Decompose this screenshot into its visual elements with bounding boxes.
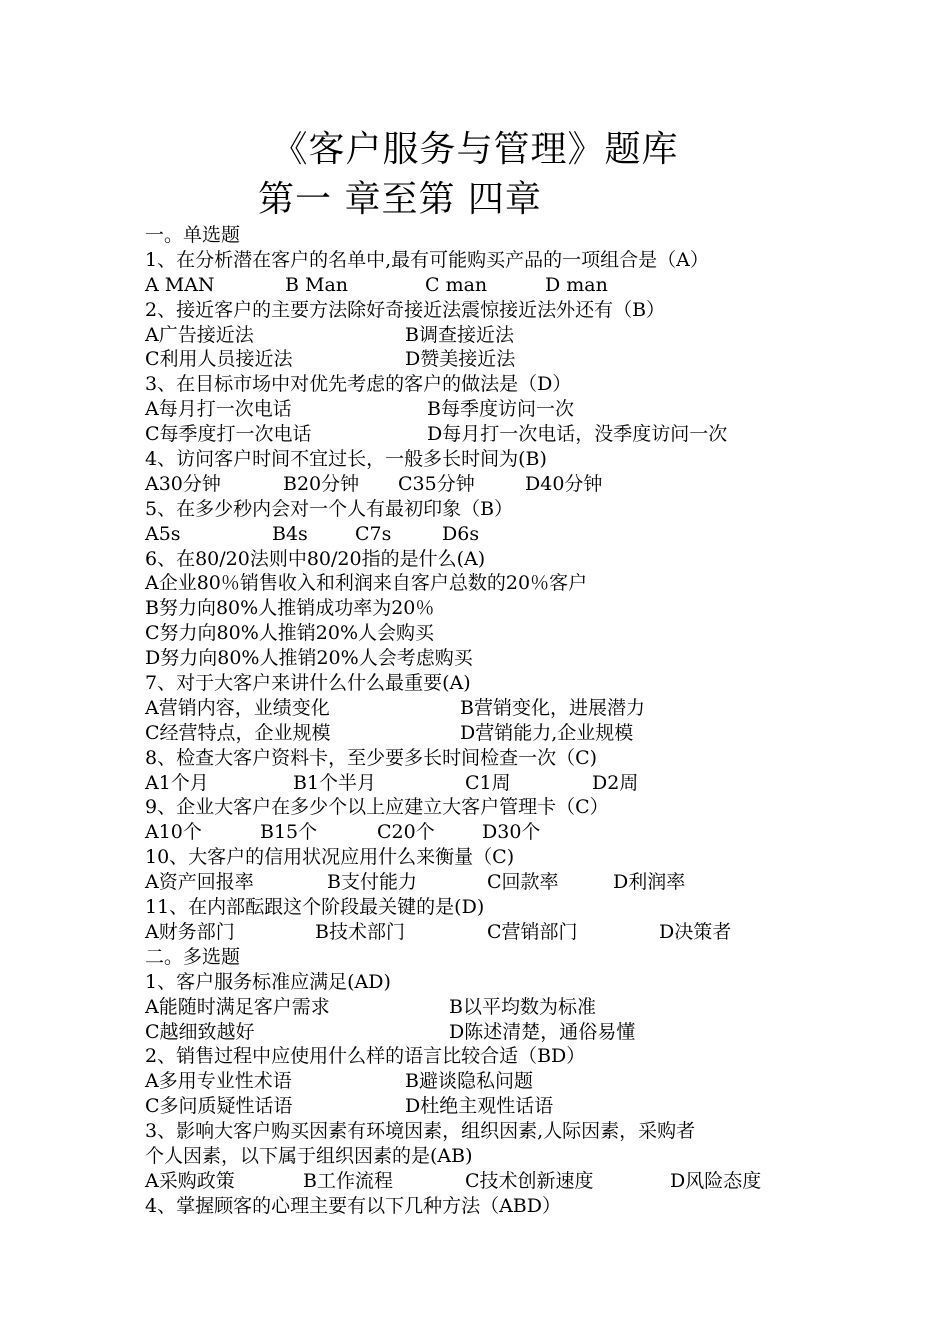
option-item: A30分钟 xyxy=(145,472,221,495)
options-line xyxy=(145,273,825,298)
option-item: C越细致越好 xyxy=(145,1020,255,1043)
option-item: C man xyxy=(425,273,488,296)
option-item: C经营特点，企业规模 xyxy=(145,721,331,744)
options-line xyxy=(145,820,825,845)
text-line: 个人因素，以下属于组织因素的是(AB) xyxy=(145,1144,473,1167)
option-item: B4s xyxy=(272,522,308,545)
option-item: A10个 xyxy=(145,821,202,844)
option-item: B支付能力 xyxy=(327,871,417,894)
option-item: C回款率 xyxy=(487,871,559,894)
option-item: D40分钟 xyxy=(525,472,603,495)
text-line: 9、企业大客户在多少个以上应建立大客户管理卡（C） xyxy=(145,796,609,819)
text-line: D努力向80%人推销20%人会考虑购买 xyxy=(145,647,473,670)
options-line xyxy=(145,422,825,447)
option-item: B营销变化，进展潜力 xyxy=(460,696,645,719)
text-line: 1、客户服务标准应满足(AD) xyxy=(145,970,391,993)
options-line xyxy=(145,1020,825,1045)
text-line: 8、检查大客户资料卡，至少要多长时间检查一次（C) xyxy=(145,746,598,769)
option-item: C7s xyxy=(355,522,392,545)
option-item: D每月打一次电话，没季度访问一次 xyxy=(427,423,728,446)
text-line: 1、在分析潜在客户的名单中,最有可能购买产品的一项组合是（A） xyxy=(145,248,709,271)
text-line: 2、销售过程中应使用什么样的语言比较合适（BD） xyxy=(145,1045,586,1068)
option-item: A MAN xyxy=(145,273,215,296)
option-item: C多问质疑性话语 xyxy=(145,1095,293,1118)
option-item: D风险态度 xyxy=(670,1169,762,1192)
text-line: 一。单选题 xyxy=(145,224,241,246)
option-item: D2周 xyxy=(592,771,639,794)
question-list xyxy=(145,223,825,1219)
option-item: B每季度访问一次 xyxy=(427,398,574,421)
text-line: A企业80％销售收入和利润来自客户总数的20％客户 xyxy=(145,572,588,595)
option-item: A广告接近法 xyxy=(145,323,254,346)
option-item: C1周 xyxy=(465,771,511,794)
text-line: 二。多选题 xyxy=(145,945,241,968)
options-line xyxy=(145,397,825,422)
option-item: D决策者 xyxy=(659,920,732,943)
text-line: C努力向80%人推销20%人会购买 xyxy=(145,622,434,645)
options-line xyxy=(145,696,825,721)
options-line xyxy=(145,472,825,497)
options-line xyxy=(145,347,825,372)
text-line: 10、大客户的信用状况应用什么来衡量（C) xyxy=(145,846,515,869)
option-item: A1个月 xyxy=(145,771,209,794)
option-item: A5s xyxy=(145,522,181,545)
option-item: B工作流程 xyxy=(303,1169,393,1192)
options-line xyxy=(145,323,825,348)
options-line xyxy=(145,1094,825,1119)
options-line xyxy=(145,522,825,547)
options-line xyxy=(145,1069,825,1094)
option-item: C20个 xyxy=(377,821,435,844)
option-item: D30个 xyxy=(482,821,541,844)
text-line: 4、掌握顾客的心理主要有以下几种方法（ABD） xyxy=(145,1194,562,1217)
option-item: B调查接近法 xyxy=(405,323,514,346)
option-item: D赞美接近法 xyxy=(405,348,516,371)
page-title: 《客户服务与管理》题库 xyxy=(271,129,679,170)
option-item: A能随时满足客户需求 xyxy=(145,995,330,1018)
option-item: D陈述清楚，通俗易懂 xyxy=(449,1020,636,1043)
option-item: D6s xyxy=(442,522,480,545)
options-line xyxy=(145,920,825,945)
option-item: C35分钟 xyxy=(398,472,475,495)
text-line: 3、在目标市场中对优先考虑的客户的做法是（D） xyxy=(145,373,572,396)
option-item: D营销能力,企业规模 xyxy=(460,721,634,744)
option-item: D利润率 xyxy=(613,871,686,894)
option-item: B以平均数为标准 xyxy=(449,995,596,1018)
text-line: 11、在内部酝跟这个阶段最关键的是(D) xyxy=(145,896,485,919)
option-item: A财务部门 xyxy=(145,920,235,943)
options-line xyxy=(145,870,825,895)
option-item: B1个半月 xyxy=(293,771,377,794)
option-item: C技术创新速度 xyxy=(465,1169,594,1192)
option-item: C营销部门 xyxy=(487,920,578,943)
option-item: D杜绝主观性话语 xyxy=(405,1095,554,1118)
option-item: A采购政策 xyxy=(145,1169,235,1192)
option-item: B Man xyxy=(285,273,349,296)
text-line: 7、对于大客户来讲什么什么最重要(A) xyxy=(145,672,471,695)
option-item: B20分钟 xyxy=(283,472,360,495)
text-line: 5、在多少秒内会对一个人有最初印象（B） xyxy=(145,497,514,520)
options-line xyxy=(145,771,825,796)
page-subtitle: 第一 章至第 四章 xyxy=(258,179,542,220)
text-line: 4、访问客户时间不宜过长，一般多长时间为(B) xyxy=(145,448,547,471)
option-item: D man xyxy=(545,273,608,296)
text-line: B努力向80%人推销成功率为20％ xyxy=(145,597,435,620)
text-line: 2、接近客户的主要方法除好奇接近法震惊接近法外还有（B） xyxy=(145,298,666,321)
text-line: 3、影响大客户购买因素有环境因素，组织因素,人际因素，采购者 xyxy=(145,1120,696,1143)
options-line xyxy=(145,995,825,1020)
option-item: B技术部门 xyxy=(315,920,405,943)
option-item: A多用专业性术语 xyxy=(145,1070,292,1093)
option-item: B避谈隐私问题 xyxy=(405,1070,533,1093)
text-line: 6、在80/20法则中80/20指的是什么(A) xyxy=(145,547,486,570)
option-item: C每季度打一次电话 xyxy=(145,423,312,446)
option-item: C利用人员接近法 xyxy=(145,348,293,371)
option-item: A每月打一次电话 xyxy=(145,398,292,421)
option-item: A资产回报率 xyxy=(145,871,254,894)
options-line xyxy=(145,1169,825,1194)
option-item: B15个 xyxy=(260,821,318,844)
options-line xyxy=(145,721,825,746)
option-item: A营销内容，业绩变化 xyxy=(145,696,330,719)
